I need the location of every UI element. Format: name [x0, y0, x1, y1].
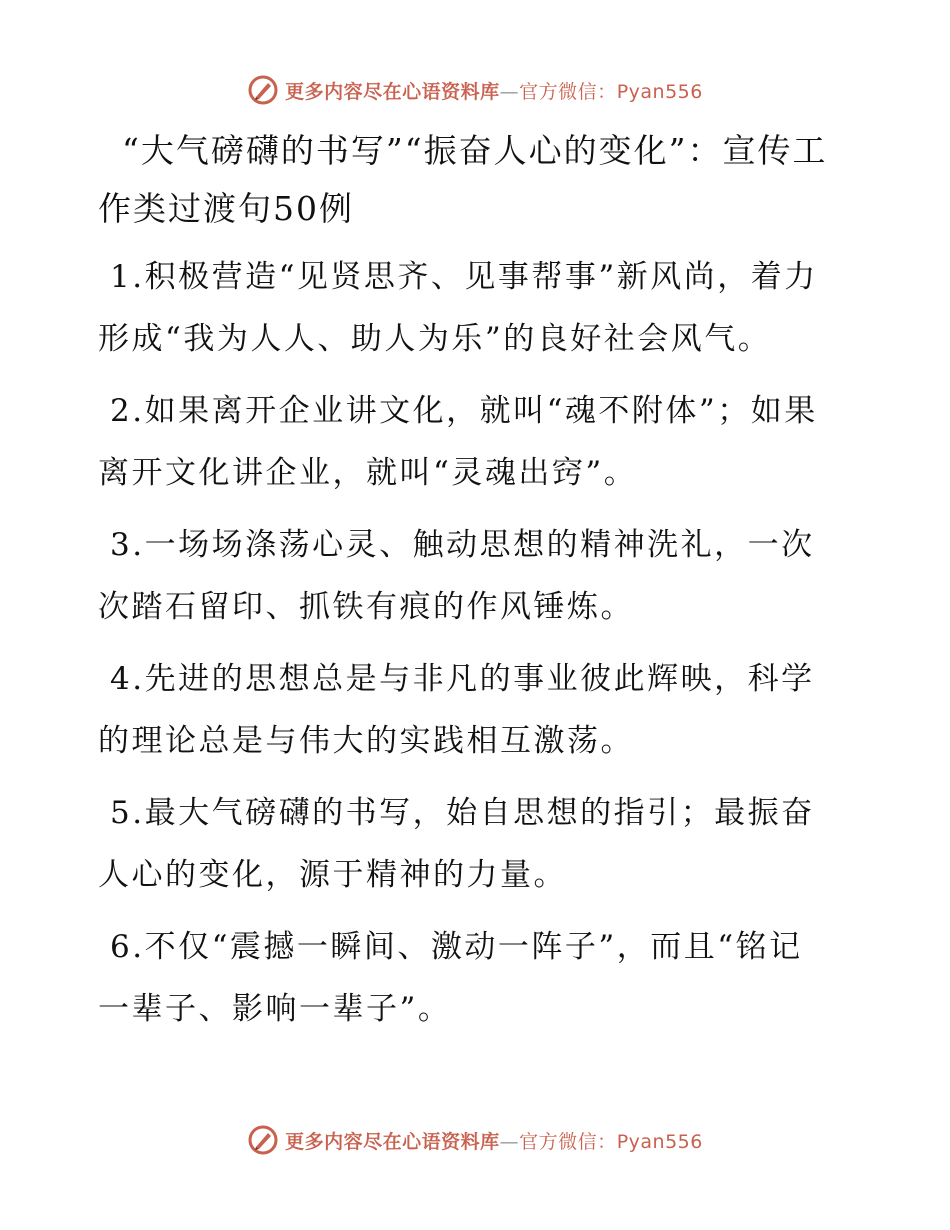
- list-item: 3.一场场涤荡心灵、触动思想的精神洗礼，一次次踏石留印、抓铁有痕的作风锤炼。: [98, 527, 815, 625]
- watermark-text: 更多内容尽在心语资料库—官方微信：Pyan556: [285, 80, 703, 103]
- list-item: 1.积极营造“见贤思齐、见事帮事”新风尚，着力形成“我为人人、助人为乐”的良好社会风气。: [98, 259, 818, 357]
- footer-watermark: [0, 1120, 950, 1160]
- document-body: [98, 122, 834, 1050]
- list-item: 6.不仅“震撼一瞬间、激动一阵子”，而且“铭记一辈子、影响一辈子”。: [98, 929, 803, 1027]
- list-item: 4.先进的思想总是与非凡的事业彼此辉映，科学的理论总是与伟大的实践相互激荡。: [98, 661, 815, 759]
- pen-logo-icon: [247, 74, 279, 106]
- header-watermark: [0, 70, 950, 110]
- watermark-text: 更多内容尽在心语资料库—官方微信：Pyan556: [285, 1130, 703, 1153]
- list-item: 5.最大气磅礴的书写，始自思想的指引；最振奋人心的变化，源于精神的力量。: [98, 795, 815, 893]
- document-title: “大气磅礴的书写”“振奋人心的变化”：宣传工作类过渡句50例: [98, 131, 828, 228]
- pen-logo-icon: [247, 1124, 279, 1156]
- list-item: 2.如果离开企业讲文化，就叫“魂不附体”；如果离开文化讲企业，就叫“灵魂出窍”。: [98, 393, 818, 491]
